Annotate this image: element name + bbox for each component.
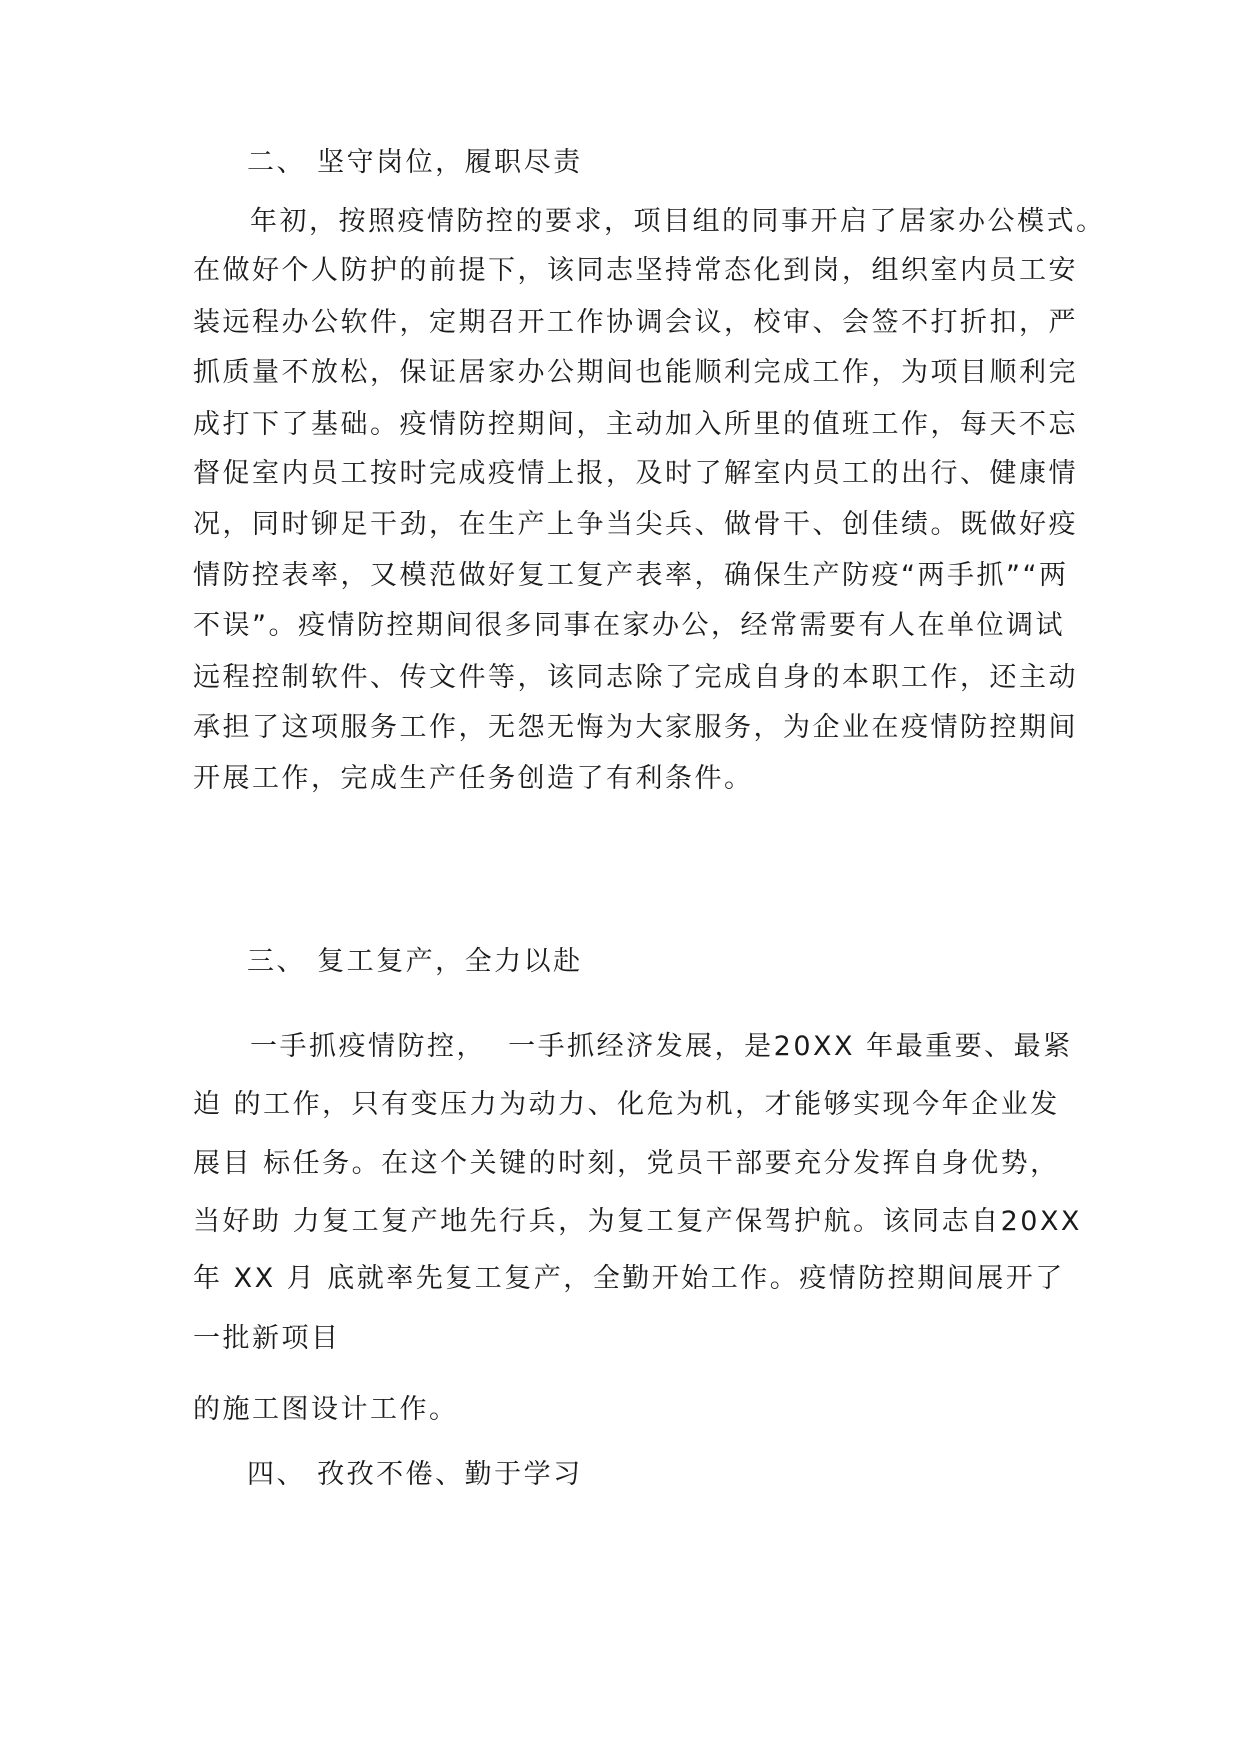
section-2-paragraph-line: 远程控制软件、传文件等，该同志除了完成自身的本职工作，还主动 — [193, 662, 1078, 693]
section-2-paragraph-line: 开展工作，完成生产任务创造了有利条件。 — [193, 763, 754, 794]
section-4-heading: 四、 孜孜不倦、勤于学习 — [247, 1459, 583, 1490]
section-3-paragraph-line: 年 XX 月 底就率先复工复产，全勤开始工作。疫情防控期间展开了 — [193, 1263, 1065, 1294]
section-2-paragraph-line: 承担了这项服务工作，无怨无悔为大家服务，为企业在疫情防控期间 — [193, 712, 1078, 743]
section-2-paragraph-line: 督促室内员工按时完成疫情上报，及时了解室内员工的出行、健康情 — [193, 458, 1078, 489]
section-3-heading: 三、 复工复产，全力以赴 — [247, 946, 583, 977]
section-3-paragraph-line: 当好助 力复工复产地先行兵，为复工复产保驾护航。该同志自20XX — [193, 1206, 1082, 1237]
section-3-paragraph-line: 一批新项目 — [193, 1323, 341, 1354]
section-3-paragraph-line: 的施工图设计工作。 — [193, 1394, 459, 1425]
section-3-paragraph-line: 一手抓疫情防控， 一手抓经济发展，是20XX 年最重要、最紧 — [250, 1031, 1073, 1062]
section-2-paragraph-line: 情防控表率，又模范做好复工复产表率，确保生产防疫“两手抓”“两 — [193, 560, 1069, 591]
section-2-paragraph-line: 况，同时铆足干劲，在生产上争当尖兵、做骨干、创佳绩。既做好疫 — [193, 509, 1078, 540]
section-3-paragraph-line: 迫 的工作，只有变压力为动力、化危为机，才能够实现今年企业发 — [193, 1089, 1060, 1120]
section-2-paragraph-line: 年初，按照疫情防控的要求，项目组的同事开启了居家办公模式。 — [250, 206, 1106, 237]
section-2-paragraph-line: 装远程办公软件，定期召开工作协调会议，校审、会签不打折扣，严 — [193, 307, 1078, 338]
section-2-paragraph-line: 在做好个人防护的前提下，该同志坚持常态化到岗，组织室内员工安 — [193, 255, 1078, 286]
section-2-paragraph-line: 抓质量不放松，保证居家办公期间也能顺利完成工作，为项目顺利完 — [193, 357, 1078, 388]
section-2-heading: 二、 坚守岗位，履职尽责 — [247, 147, 583, 178]
section-2-paragraph-line: 成打下了基础。疫情防控期间，主动加入所里的值班工作，每天不忘 — [193, 409, 1078, 440]
section-2-paragraph-line: 不误”。疫情防控期间很多同事在家办公，经常需要有人在单位调试 — [193, 610, 1065, 641]
section-3-paragraph-line: 展目 标任务。在这个关键的时刻，党员干部要充分发挥自身优势， — [193, 1148, 1060, 1179]
